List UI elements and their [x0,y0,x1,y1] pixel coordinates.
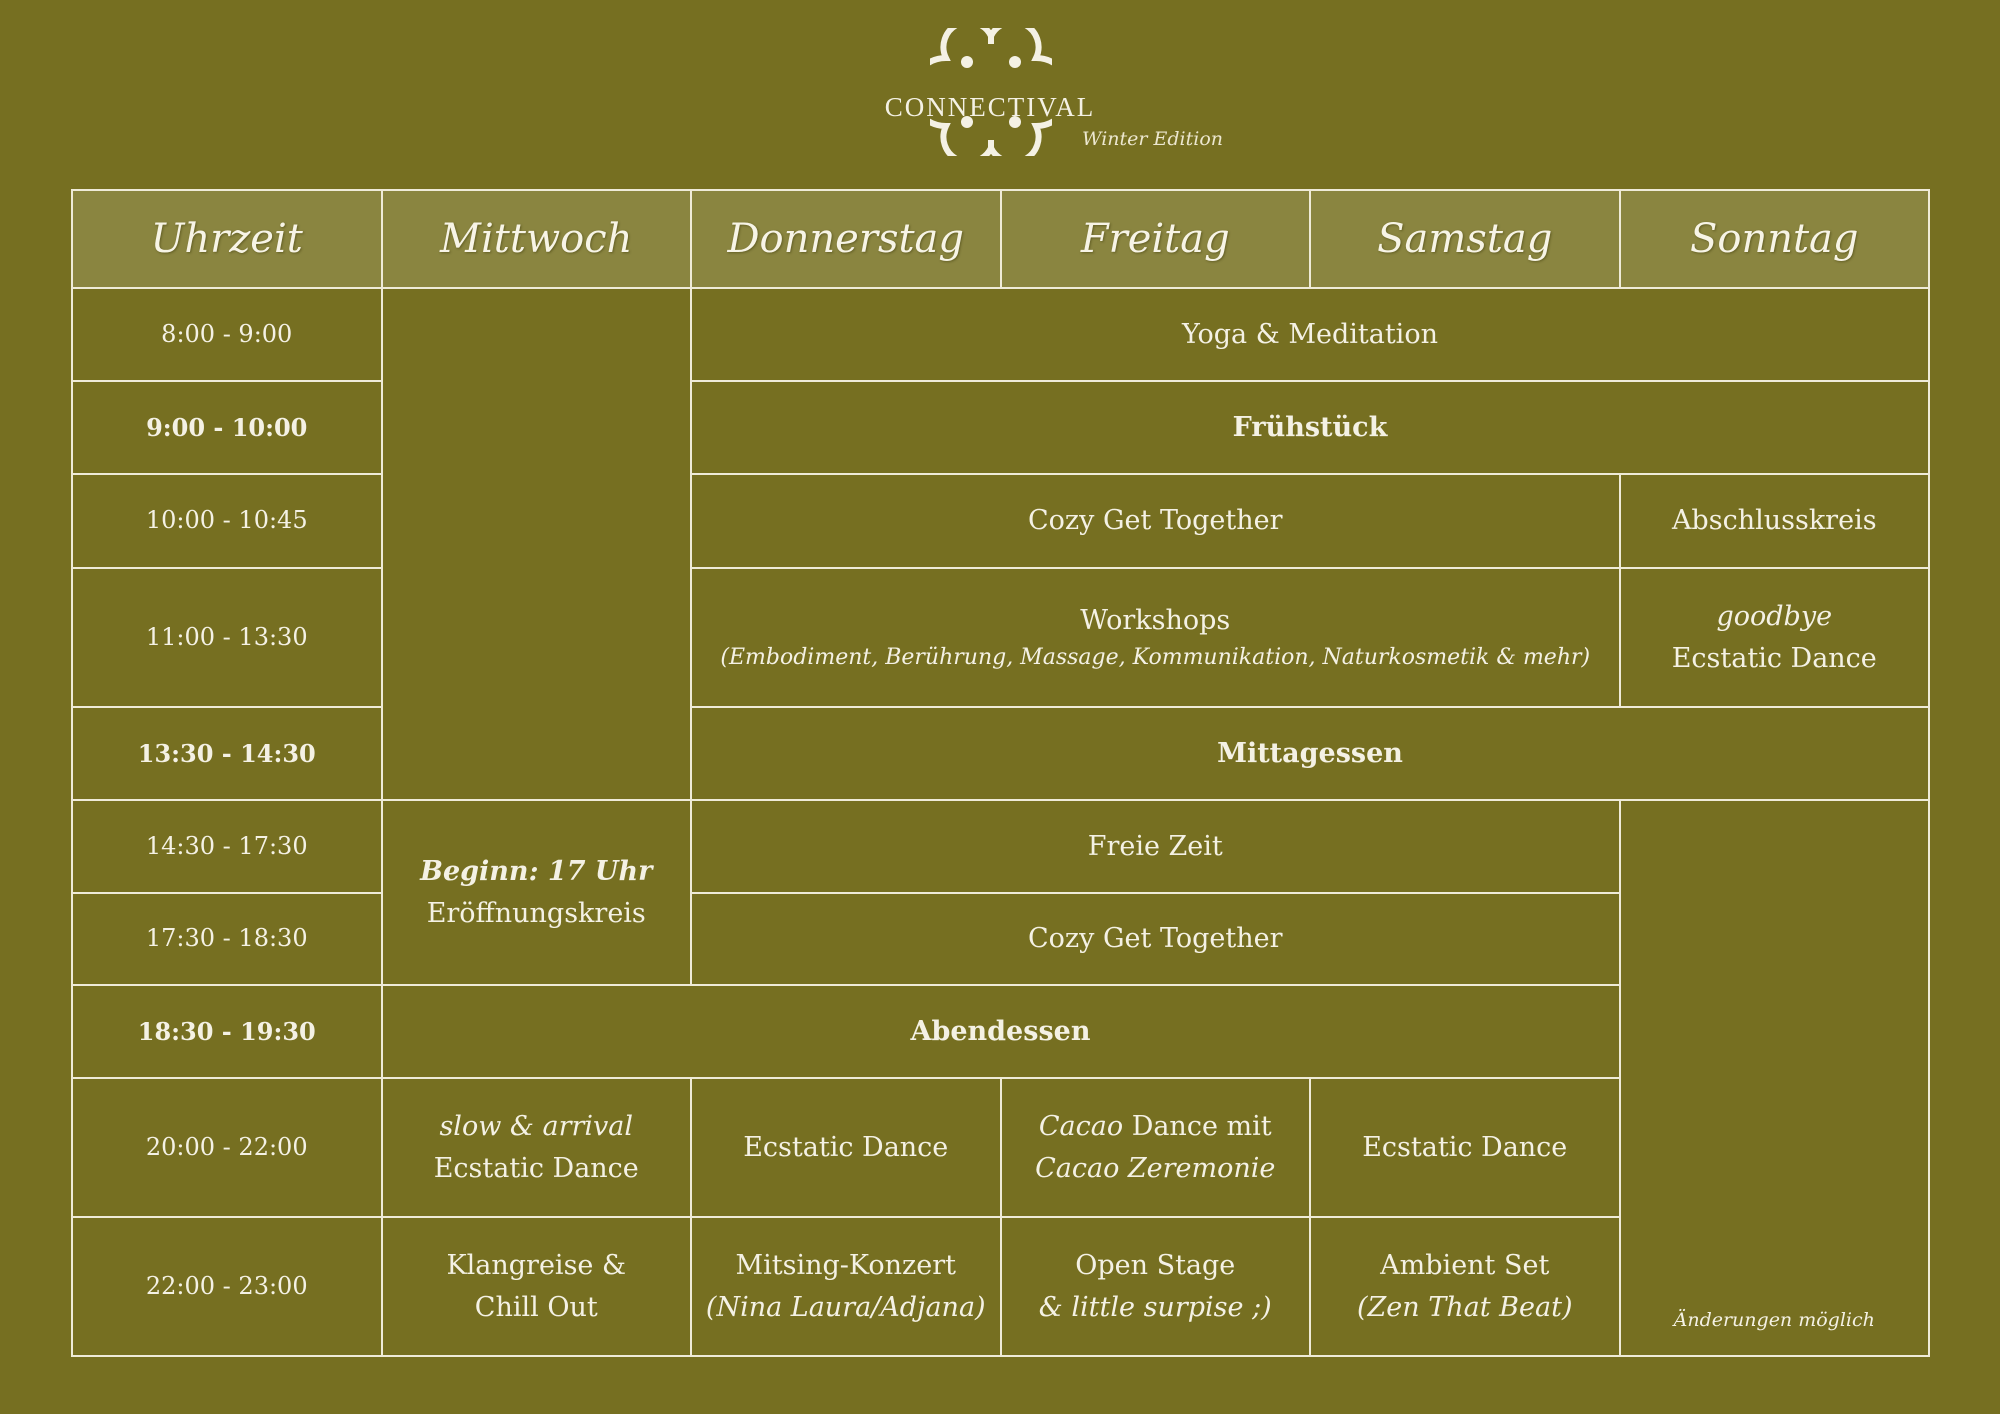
workshops-detail: (Embodiment, Berührung, Massage, Kommunikation, Naturkosmetik & mehr) [720,645,1591,671]
header-sunday: Sonntag [1620,190,1930,288]
time-slot: 9:00 - 10:00 [72,381,382,474]
empty-cell-wednesday-morning [382,288,692,800]
header-saturday: Samstag [1310,190,1620,288]
time-slot: 13:30 - 14:30 [72,707,382,800]
event-saturday-night: Ecstatic Dance [1310,1078,1620,1217]
changes-note: Änderungen möglich [1620,800,1930,1356]
sat-late-line-1: Ambient Set [1380,1249,1550,1281]
event-wednesday-night [382,1078,692,1217]
goodbye-dance-label: Ecstatic Dance [1671,642,1877,674]
header-wednesday: Mittwoch [382,190,692,288]
start-time-label: Beginn: 17 Uhr [420,855,653,887]
event-free-time: Freie Zeit [691,800,1620,893]
event-thursday-night: Ecstatic Dance [691,1078,1001,1217]
goodbye-label: goodbye [1716,600,1833,632]
event-thursday-late [691,1217,1001,1356]
event-breakfast: Frühstück [691,381,1929,474]
cacao-word: Cacao [1038,1110,1124,1142]
event-goodbye-dance [1620,568,1930,707]
fri-night-line-1 [1039,1106,1272,1148]
event-saturday-late [1310,1217,1620,1356]
wed-night-line-1: slow & arrival [439,1110,634,1142]
event-friday-night [1001,1078,1311,1217]
event-workshops [691,568,1620,707]
fri-late-line-2: & little surpise ;) [1038,1291,1272,1323]
fri-night-line-2: Cacao Zeremonie [1035,1152,1276,1184]
thu-late-line-2: (Nina Laura/Adjana) [705,1291,986,1323]
dance-mit-text: Dance mit [1123,1110,1272,1142]
time-slot: 22:00 - 23:00 [72,1217,382,1356]
workshops-title: Workshops [1080,604,1231,636]
event-cozy-get-together-evening: Cozy Get Together [691,893,1620,985]
thu-late-line-1: Mitsing-Konzert [735,1249,956,1281]
time-slot: 11:00 - 13:30 [72,568,382,707]
logo [880,20,1260,160]
sat-late-line-2: (Zen That Beat) [1357,1291,1573,1323]
header-friday: Freitag [1001,190,1311,288]
event-wednesday-late [382,1217,692,1356]
time-slot: 14:30 - 17:30 [72,800,382,893]
event-friday-late [1001,1217,1311,1356]
time-slot: 10:00 - 10:45 [72,474,382,568]
event-opening [382,800,692,985]
header-thursday: Donnerstag [691,190,1001,288]
header-time: Uhrzeit [72,190,382,288]
wed-late-line-1: Klangreise & [446,1249,627,1281]
opening-circle-label: Eröffnungskreis [426,897,646,929]
wed-night-line-2: Ecstatic Dance [433,1152,639,1184]
fri-late-line-1: Open Stage [1075,1249,1236,1281]
wed-late-line-2: Chill Out [474,1291,598,1323]
time-slot: 20:00 - 22:00 [72,1078,382,1217]
event-lunch: Mittagessen [691,707,1929,800]
time-slot: 17:30 - 18:30 [72,893,382,985]
schedule-table [71,189,1930,1357]
event-closing-circle: Abschlusskreis [1620,474,1930,568]
brand-name: CONNECTIVAL [884,92,1096,122]
time-slot: 18:30 - 19:30 [72,985,382,1078]
event-yoga: Yoga & Meditation [691,288,1929,381]
brand-edition: Winter Edition [1082,128,1224,150]
time-slot: 8:00 - 9:00 [72,288,382,381]
event-cozy-get-together-morning: Cozy Get Together [691,474,1620,568]
event-dinner: Abendessen [382,985,1620,1078]
